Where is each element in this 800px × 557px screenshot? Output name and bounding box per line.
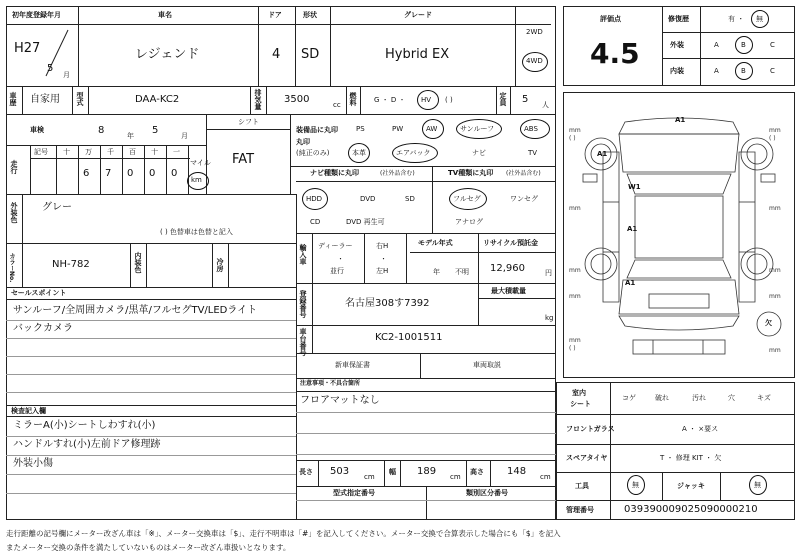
sales-point-line: バックカメラ: [13, 323, 73, 334]
interior-a: A: [714, 67, 719, 75]
new-car-warranty: 新車保証書: [335, 361, 370, 369]
grade-value: Hybrid EX: [385, 47, 450, 62]
svg-text:( ): ( ): [569, 135, 576, 142]
svg-text:( ): ( ): [769, 135, 776, 142]
equipment-item: AW: [426, 125, 438, 133]
equipment-item: TV: [528, 149, 538, 157]
mileage-digit-label: 十: [63, 148, 70, 156]
repair-selected: 無: [756, 15, 763, 23]
recycle-value: 12,960: [490, 263, 525, 274]
vehicle-type-label: 車歴: [9, 92, 17, 106]
diagram-mark-a1-front: A1: [675, 116, 686, 124]
jack-value: 無: [754, 481, 761, 489]
class-number-label: 類別区分番号: [466, 489, 508, 497]
inspector-label: 検査記入欄: [11, 407, 46, 415]
recycle-label: リサイクル預託金: [483, 239, 539, 247]
navi-dvd: DVD: [360, 195, 376, 203]
exterior-label: 外装: [670, 41, 684, 49]
footer-line-1: 走行距離の記号欄にメーター改ざん車は「※」、メーター交換車は「$」、走行不明車は「#」を記入してください。メーター交換で合算表示した場合にも「$」を記入: [6, 529, 561, 538]
mileage-unit-mile: マイル: [190, 159, 211, 167]
length-unit: cm: [364, 473, 375, 481]
interior-sheet-item: 穴: [728, 394, 735, 402]
tv-fullseg: フルセグ: [453, 195, 481, 203]
interior-sheet-label-1: 室内: [572, 389, 586, 397]
management-label: 管理番号: [566, 506, 594, 514]
tools-value: 無: [632, 481, 639, 489]
capacity-unit: 人: [542, 101, 549, 109]
diagram-mark-missing: 欠: [765, 319, 772, 327]
equipment-item: PS: [356, 125, 365, 133]
model-value: DAA-KC2: [135, 94, 180, 105]
equipment-item: ナビ: [472, 149, 486, 157]
notes-line: フロアマットなし: [300, 395, 380, 406]
import-dot-2: ・: [380, 255, 387, 263]
interior-sheet-item: 汚れ: [692, 394, 706, 402]
drive-4wd: 4WD: [526, 57, 543, 65]
registration-label: 登録番号: [299, 290, 307, 318]
import-dot: ・: [337, 255, 344, 263]
displacement-unit: cc: [333, 101, 341, 109]
type-designation-label: 型式指定番号: [333, 489, 375, 497]
vehicle-type-value: 自家用: [30, 94, 60, 105]
jack-label: ジャッキ: [677, 482, 705, 490]
capacity-value: 5: [522, 94, 529, 105]
car-name-value: レジェンド: [135, 47, 200, 62]
interior-sheet-item: キズ: [757, 394, 771, 402]
exterior-a: A: [714, 41, 719, 49]
mileage-digit-label: 千: [107, 148, 114, 156]
notes-label: 注意事項・不具合箇所: [300, 380, 361, 387]
shape-label: 形状: [303, 11, 317, 19]
interior-b: B: [741, 67, 746, 75]
svg-text:mm: mm: [769, 267, 781, 274]
equipment-label-2: 丸印: [296, 138, 310, 146]
car-diagram: [563, 92, 795, 378]
svg-text:mm: mm: [569, 267, 581, 274]
grade-label: グレード: [404, 11, 432, 19]
chassis-value: KC2-1001511: [375, 332, 443, 343]
first-reg-month: 5: [47, 63, 54, 74]
mileage-digit-label: 一: [173, 148, 180, 156]
inspector-line: ハンドルすれ(小)左前ドア修理跡: [13, 439, 161, 450]
svg-text:mm: mm: [769, 347, 781, 354]
model-year-value: 不明: [455, 268, 469, 276]
equipment-item: サンルーフ: [460, 125, 495, 133]
navi-hdd: HDD: [306, 195, 323, 203]
fuel-options: G ・ D ・: [374, 96, 406, 104]
exterior-c: C: [770, 41, 775, 49]
interior-label: 内装: [670, 67, 684, 75]
spare-tire-label: スペアタイヤ: [566, 454, 608, 462]
inspection-year-unit: 年: [127, 132, 134, 140]
first-reg-era: H27: [14, 41, 41, 56]
sales-point-line: サンルーフ/全周囲カメラ/黒革/フルセグTV/LEDライト: [13, 305, 258, 316]
drive-2wd: 2WD: [526, 28, 543, 36]
length-label: 長さ: [299, 468, 313, 476]
score-value: 4.5: [590, 37, 640, 70]
width-value: 189: [417, 466, 437, 477]
diagram-mark-w1: W1: [628, 183, 641, 191]
shift-label: シフト: [238, 118, 259, 126]
shift-value: FAT: [232, 152, 255, 167]
interior-sheet-item: 破れ: [655, 394, 669, 402]
import-right-h: 右H: [376, 242, 389, 250]
door-value: 4: [272, 47, 281, 62]
equipment-item: ABS: [524, 125, 538, 133]
score-label: 評価点: [600, 15, 621, 23]
mileage-digit: 0: [127, 168, 134, 179]
interior-sheet-item: コゲ: [622, 394, 636, 402]
inspection-month-unit: 月: [181, 132, 188, 140]
equipment-label: 装備品に丸印: [296, 126, 338, 134]
registration-value: 名古屋308す7392: [345, 298, 430, 309]
inspector-line: 外装小傷: [13, 458, 53, 469]
mileage-label: 走行: [10, 160, 18, 174]
first-reg-label: 初年度登録年月: [12, 11, 61, 19]
windshield-label: フロントガラス: [566, 425, 615, 433]
length-value: 503: [330, 466, 350, 477]
exterior-b: B: [741, 41, 746, 49]
tv-label: TV種類に丸印: [448, 169, 494, 177]
shape-value: SD: [301, 47, 320, 62]
sales-point-label: セールスポイント: [11, 289, 67, 297]
navi-sub: (社外品含む): [380, 170, 415, 177]
equipment-item: PW: [392, 125, 404, 133]
equipment-item: 本革: [352, 149, 366, 157]
first-reg-month-unit: 月: [63, 71, 70, 79]
recycle-unit: 円: [545, 269, 552, 277]
model-label: 型式: [76, 92, 84, 106]
diagram-mark-a1-mid: A1: [627, 225, 638, 233]
width-unit: cm: [450, 473, 461, 481]
svg-text:mm: mm: [569, 293, 581, 300]
height-label: 高さ: [470, 468, 484, 476]
car-name-label: 車名: [158, 11, 172, 19]
svg-text:mm: mm: [569, 337, 581, 344]
svg-text:( ): ( ): [569, 345, 576, 352]
tools-label: 工具: [575, 482, 589, 490]
chassis-label: 車台番号: [299, 328, 307, 356]
color-no-label: カラーNo.: [8, 253, 15, 283]
equipment-sub-label: (純正のみ): [296, 149, 330, 157]
repair-label: 修復歴: [668, 15, 689, 23]
import-label: 輸入車: [299, 244, 307, 265]
inspection-year: 8: [98, 125, 105, 136]
max-load-unit: kg: [545, 314, 554, 322]
color-note: ( ) 色替車は色替と記入: [160, 228, 233, 236]
model-year-label: モデル年式: [418, 239, 453, 247]
displacement-value: 3500: [284, 94, 310, 105]
windshield-value: A ・ ×要ス: [682, 425, 719, 433]
svg-text:mm: mm: [769, 127, 781, 134]
interior-c: C: [770, 67, 775, 75]
capacity-label: 定員: [499, 92, 507, 106]
repair-options: 有 ・: [728, 15, 745, 23]
door-label: ドア: [268, 11, 282, 19]
height-value: 148: [507, 466, 527, 477]
navi-label: ナビ種類に丸印: [310, 169, 359, 177]
tv-analog: アナログ: [455, 218, 483, 226]
mileage-digit: 0: [149, 168, 156, 179]
import-left-h: 左H: [376, 267, 389, 275]
mileage-digit: 0: [171, 168, 178, 179]
svg-text:mm: mm: [769, 293, 781, 300]
svg-text:mm: mm: [569, 127, 581, 134]
footer-line-2: またメーター交換の条件を満たしていないものはメーター改ざん車扱いとなります。: [6, 543, 291, 552]
height-unit: cm: [540, 473, 551, 481]
navi-cd: CD: [310, 218, 321, 226]
inspection-month: 5: [152, 125, 159, 136]
mileage-digit: 7: [105, 168, 112, 179]
fuel-other: ( ): [445, 96, 453, 104]
diagram-mark-a1-left: A1: [597, 150, 608, 158]
spare-tire-value: T ・ 修理 KIT ・ 欠: [660, 454, 722, 462]
cold-label: 冷房: [216, 258, 224, 272]
interior-color-label: 内装色: [134, 252, 142, 273]
management-value: 039390009025090000210: [624, 504, 758, 515]
svg-text:mm: mm: [769, 205, 781, 212]
color-label: 外装色: [10, 202, 18, 223]
navi-sd: SD: [405, 195, 415, 203]
equipment-item: エアバック: [396, 149, 431, 157]
mileage-digit-label: 百: [129, 148, 136, 156]
width-label: 幅: [389, 468, 396, 476]
mileage-digit: 6: [83, 168, 90, 179]
displacement-label: 排気量: [254, 89, 262, 110]
diagram-mark-a1-rear: A1: [625, 279, 636, 287]
mileage-digit-label: 万: [85, 148, 92, 156]
inspector-line: ミラーA(小)シートしわすれ(小): [13, 420, 156, 431]
inspection-label: 車検: [30, 126, 44, 134]
owner-manual: 車両取説: [473, 361, 501, 369]
color-no-value: NH-782: [52, 259, 90, 270]
color-value: グレー: [42, 202, 72, 213]
tv-oneseg: ワンセグ: [510, 195, 538, 203]
mileage-symbol-label: 記号: [34, 148, 48, 156]
mileage-unit-km: km: [191, 176, 202, 184]
navi-dvd-play: DVD 再生可: [346, 218, 385, 226]
fuel-label: 燃料: [349, 92, 357, 106]
import-dealer: ディーラー: [318, 242, 353, 250]
model-year-unit: 年: [433, 268, 440, 276]
max-load-label: 最大積載量: [491, 287, 526, 295]
svg-text:mm: mm: [569, 205, 581, 212]
import-parallel: 並行: [330, 267, 344, 275]
mileage-digit-label: 十: [151, 148, 158, 156]
fuel-selected: HV: [421, 96, 432, 104]
interior-sheet-label-2: シート: [570, 400, 591, 408]
tv-sub: (社外品含む): [506, 170, 541, 177]
